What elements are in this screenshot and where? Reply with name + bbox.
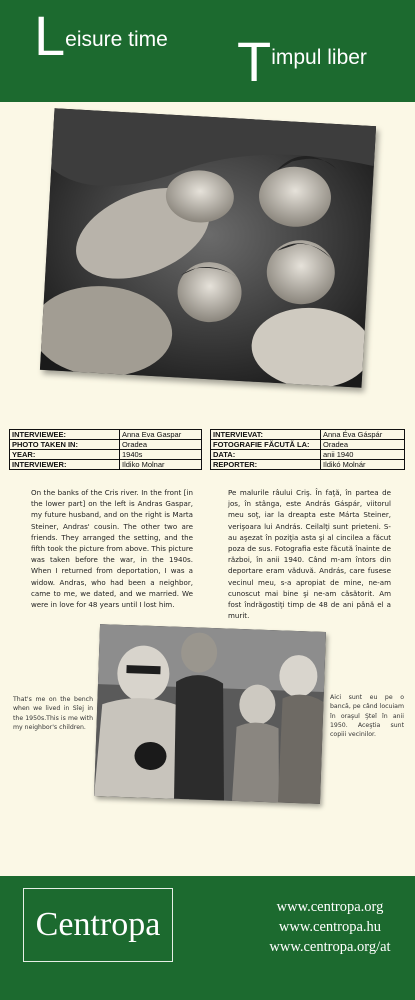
info-table-english: [9, 429, 202, 470]
photo-bench-image: [94, 624, 326, 804]
table-row: INTERVIEVAT: Anna Éva Gáspár: [211, 430, 405, 440]
title-english: Leisure time: [34, 4, 168, 67]
photo-bench-with-children: [94, 624, 326, 804]
table-row: FOTOGRAFIE FĂCUTĂ LA: Oradea: [211, 440, 405, 450]
table-row: PHOTO TAKEN IN: Oradea: [10, 440, 202, 450]
table-row: DATA: anii 1940: [211, 450, 405, 460]
story-text-romanian: Pe malurile râului Criş. În faţă, în partea de jos, în stânga, este András Gáspár, viitorul meu soţ, iar la dreapta este Márta Steiner, verişoara lui András. Ceilalţi sunt prieteni. S-au aşezat în poziţia asta şi al cincilea a făcut poza de sus. Fotografia este făcută înainte de război, în anii 1940. Când m-am întors din deportare eram văduvă. András, care fusese vecinul meu, s-a apropiat de mine, ne-am cunoscut mai bine şi ne-am căsătorit. Am fost îndrăgostiţi timp de 48 de ani până el a murit.: [228, 488, 391, 621]
footer-banner: [0, 876, 415, 1000]
header-banner: [0, 0, 415, 102]
link-centropa-org-at[interactable]: www.centropa.org/at: [269, 939, 391, 955]
table-row: INTERVIEWER: Ildiko Molnar: [10, 460, 202, 470]
caption-romanian: Aici sunt eu pe o bancă, pe când locuiam în oraşul Şteî în anii 1950. Aceştia sunt copiii vecinilor.: [330, 694, 404, 739]
link-centropa-org[interactable]: www.centropa.org: [276, 899, 384, 915]
website-links: [250, 897, 410, 957]
story-text-english: On the banks of the Cris river. In the front [in the lower part] on the left is Andras Gaspar, my future husband, and on the right is Marta Steiner, Andras' cousin. The other two are friends. They arranged the setting, and the fifth took the picture from above. This picture was taken before the war, in the 1940s. When I returned from deportation, I was a widow. Andras, who had been a neighbor, came to me, we dated, and we married. We were in love for 48 years until I lost him.: [31, 488, 193, 610]
centropa-logo: Centropa: [23, 888, 173, 962]
photo-friends-by-river: [40, 108, 376, 388]
caption-english: That's me on the bench when we lived in Sîej in the 1950s.This is me with my neighbor's children.: [13, 696, 93, 731]
table-row: REPORTER: Ildikó Molnár: [211, 460, 405, 470]
table-row: YEAR: 1940s: [10, 450, 202, 460]
table-row: INTERVIEWEE: Anna Eva Gaspar: [10, 430, 202, 440]
link-centropa-hu[interactable]: www.centropa.hu: [278, 919, 382, 935]
photo-friends-image: [40, 108, 376, 388]
info-table-romanian: [210, 429, 405, 470]
title-romanian: Timpul liber: [237, 30, 367, 93]
